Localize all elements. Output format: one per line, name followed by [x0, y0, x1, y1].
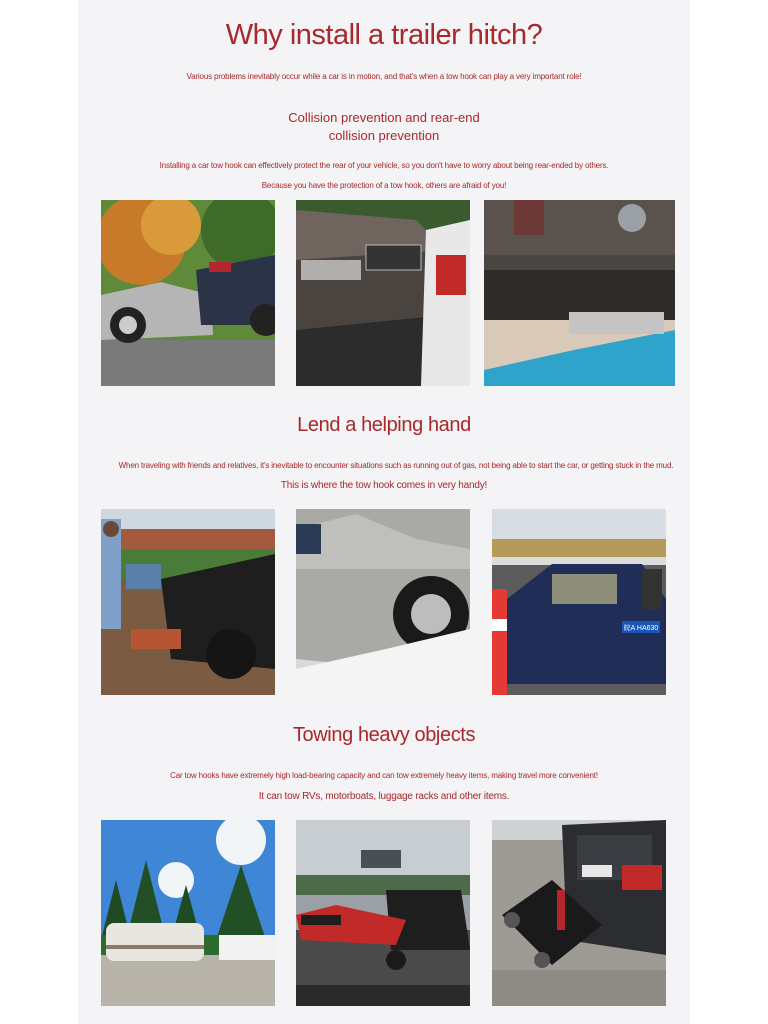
photo-tow-hook-rear: [484, 200, 675, 386]
section-text: When traveling with friends and relatives, it's inevitable to encounter situations such as running out of gas, not being able to start the car, or getting stuck in the mud.: [118, 461, 674, 470]
subtitle-line-1: Collision prevention and rear-end: [288, 110, 480, 125]
section-text: It can tow RVs, motorboats, luggage racks and other items.: [258, 791, 510, 802]
section-text: This is where the tow hook comes in very handy!: [280, 480, 488, 491]
photo-car-stuck-snow: [296, 509, 470, 695]
photo-car-towing-roadside: [492, 509, 666, 695]
section-intro: Various problems inevitably occur while a car is in motion, and that's when a tow hook can play a very important role!: [186, 72, 582, 81]
photo-jetski-trailer: [296, 820, 470, 1006]
section-title-helping-hand: Lend a helping hand: [297, 414, 471, 436]
plate-text: 皖A HA630: [623, 625, 659, 632]
section-text: Car tow hooks have extremely high load-bearing capacity and can tow extremely heavy items, making travel more convenient!: [170, 771, 598, 780]
section-title-towing-heavy: Towing heavy objects: [292, 724, 476, 746]
photo-crashed-sedan-front: [296, 200, 470, 386]
photo-bike-rack-suv: [492, 820, 666, 1006]
section-text: Installing a car tow hook can effectively protect the rear of your vehicle, so you don't have to worry about being rear-ended by others.: [159, 161, 609, 170]
subtitle-line-2: collision prevention: [328, 128, 440, 143]
content-panel: [78, 0, 690, 1024]
section-text: Because you have the protection of a tow hook, others are afraid of you!: [261, 181, 507, 190]
photo-car-stuck-mud: [101, 509, 275, 695]
photo-rear-end-collision: [101, 200, 275, 386]
section-title-why-install: Why install a trailer hitch?: [225, 19, 543, 51]
photo-rv-trailer: [101, 820, 275, 1006]
